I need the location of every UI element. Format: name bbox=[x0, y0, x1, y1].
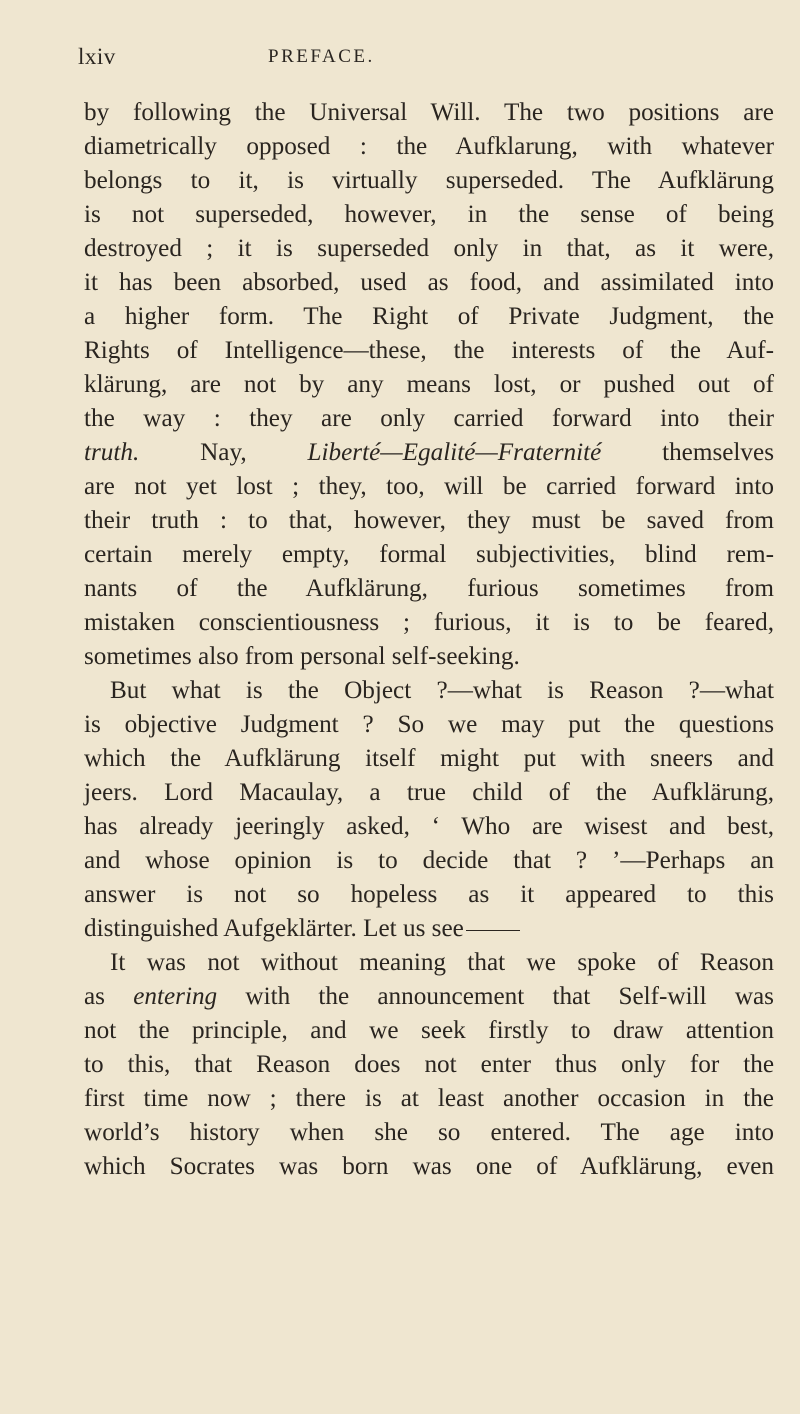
body-text bbox=[84, 96, 774, 1184]
text-line: which Socrates was born was one of Aufklärung, even bbox=[84, 1153, 774, 1180]
text-line: diametrically opposed : the Aufklarung, with whatever bbox=[84, 133, 774, 160]
italic-motto: Liberté—Egalité—Fraternité bbox=[307, 439, 602, 466]
text-line: which the Aufklärung itself might put with sneers and bbox=[84, 745, 774, 772]
text-line: nants of the Aufklärung, furious sometimes from bbox=[84, 575, 774, 602]
text-line: destroyed ; it is superseded only in that, as it were, bbox=[84, 235, 774, 262]
page-number: lxiv bbox=[78, 44, 116, 69]
text-line: distinguished Aufgeklärter. Let us see bbox=[84, 912, 774, 946]
italic-truth: truth. bbox=[84, 439, 140, 466]
text-line: truth. Nay, Liberté—Egalité—Fraternité themselves bbox=[84, 439, 775, 466]
text-line: as entering with the announcement that Self-will was bbox=[84, 983, 774, 1010]
text-line: has already jeeringly asked, ‘ Who are wisest and best, bbox=[84, 813, 774, 840]
text-line: is objective Judgment ? So we may put the questions bbox=[84, 711, 774, 738]
text-line: jeers. Lord Macaulay, a true child of the Aufklärung, bbox=[84, 779, 774, 806]
text-line: sometimes also from personal self-seeking. bbox=[84, 643, 520, 670]
text-line: answer is not so hopeless as it appeared to this bbox=[84, 881, 774, 908]
text-line: their truth : to that, however, they must be saved from bbox=[84, 507, 774, 534]
running-head: PREFACE. bbox=[268, 46, 375, 67]
text-line: klärung, are not by any means lost, or pushed out of bbox=[84, 371, 774, 398]
text-line: belongs to it, is virtually superseded. The Aufklärung bbox=[84, 167, 774, 194]
text-line: by following the Universal Will. The two positions are bbox=[84, 99, 774, 126]
text-line: not the principle, and we seek firstly to draw attention bbox=[84, 1017, 774, 1044]
text-line: It was not without meaning that we spoke of Reason bbox=[110, 949, 774, 976]
text-line: But what is the Object ?—what is Reason ?—what bbox=[110, 677, 774, 704]
text-line: and whose opinion is to decide that ? ’—Perhaps an bbox=[84, 847, 774, 874]
text-line: the way : they are only carried forward into their bbox=[84, 405, 774, 432]
text-line: is not superseded, however, in the sense of being bbox=[84, 201, 774, 228]
text-line: it has been absorbed, used as food, and assimilated into bbox=[84, 269, 774, 296]
text-line: first time now ; there is at least another occasion in the bbox=[84, 1085, 774, 1112]
text-line: world’s history when she so entered. The age into bbox=[84, 1119, 774, 1146]
italic-entering: entering bbox=[133, 983, 218, 1010]
dash-rule bbox=[466, 930, 520, 931]
text-line: Rights of Intelligence—these, the interests of the Auf- bbox=[84, 337, 774, 364]
text-line: a higher form. The Right of Private Judgment, the bbox=[84, 303, 774, 330]
text-line: mistaken conscientiousness ; furious, it is to be feared, bbox=[84, 609, 774, 636]
text-line: are not yet lost ; they, too, will be carried forward into bbox=[84, 473, 774, 500]
text-line: certain merely empty, formal subjectivities, blind rem- bbox=[84, 541, 774, 568]
text-line: to this, that Reason does not enter thus only for the bbox=[84, 1051, 774, 1078]
